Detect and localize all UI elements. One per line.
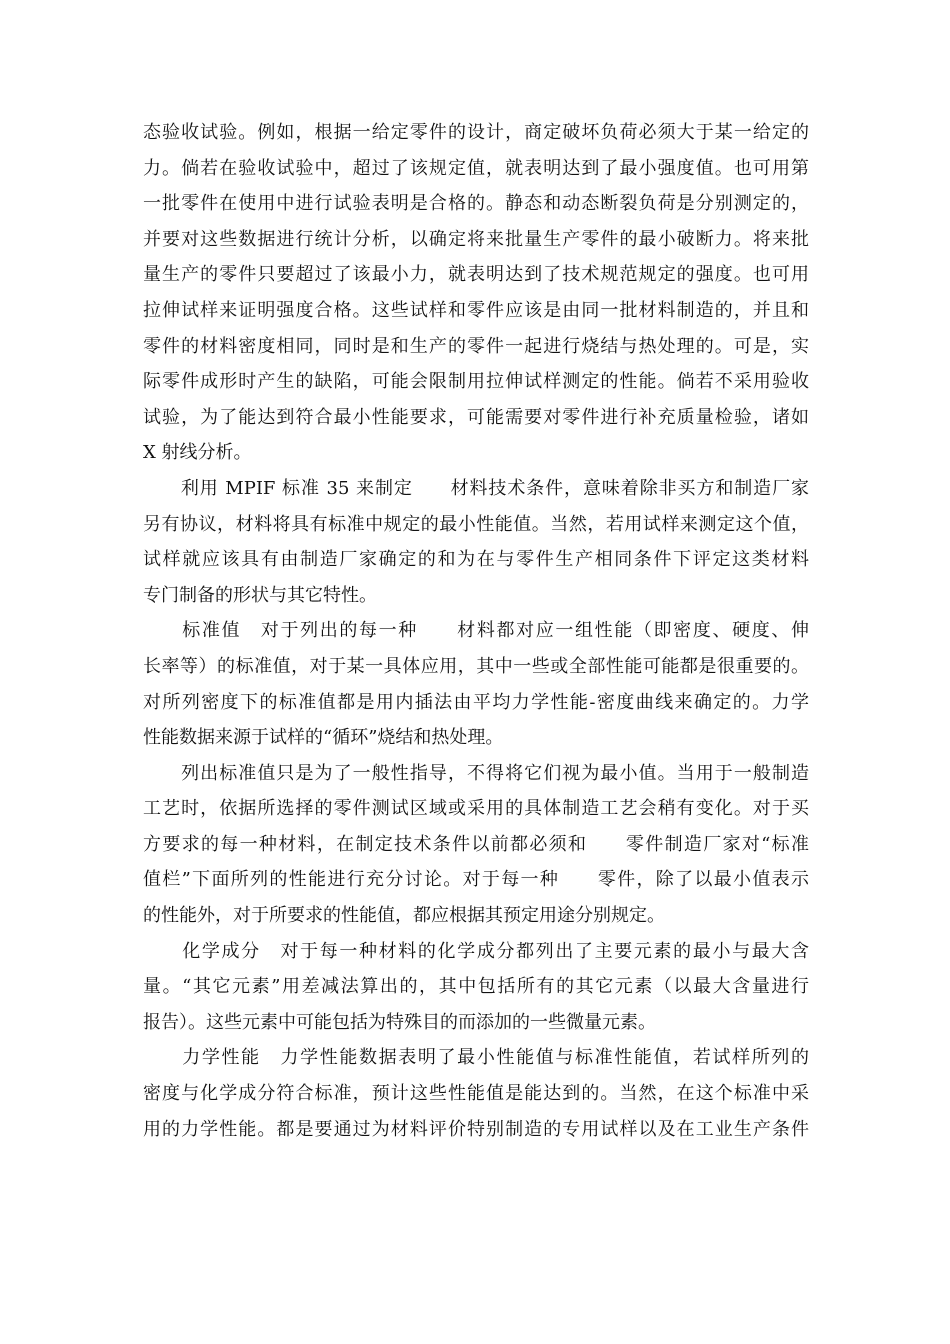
text-line: 另有协议，材料将具有标准中规定的最小性能值。当然，若用试样来测定这个值， xyxy=(143,513,809,535)
text-line: 标准值 对于列出的每一种 材料都对应一组性能（即密度、硬度、伸 xyxy=(143,620,809,642)
text-line: 量。“其它元素”用差减法算出的，其中包括所有的其它元素（以最大含量进行 xyxy=(143,976,809,998)
text-line: 对所列密度下的标准值都是用内插法由平均力学性能-密度曲线来确定的。力学 xyxy=(143,691,809,713)
text-line: 密度与化学成分符合标准，预计这些性能值是能达到的。当然，在这个标准中采 xyxy=(143,1083,809,1105)
text-line: 用的力学性能。都是要通过为材料评价特别制造的专用试样以及在工业生产条件 xyxy=(143,1118,809,1140)
body-text xyxy=(143,115,809,1147)
text-line: 并要对这些数据进行统计分析，以确定将来批量生产零件的最小破断力。将来批 xyxy=(143,228,809,250)
text-line: 值栏”下面所列的性能进行充分讨论。对于每一种 零件，除了以最小值表示 xyxy=(143,869,809,891)
text-line: 列出标准值只是为了一般性指导，不得将它们视为最小值。当用于一般制造 xyxy=(143,762,809,784)
text-line: 零件的材料密度相同，同时是和生产的零件一起进行烧结与热处理的。可是，实 xyxy=(143,335,809,357)
text-line: 性能数据来源于试样的“循环”烧结和热处理。 xyxy=(143,727,504,749)
text-line: 际零件成形时产生的缺陷，可能会限制用拉伸试样测定的性能。倘若不采用验收 xyxy=(143,371,809,393)
text-line: 利用 MPIF 标准 35 来制定 材料技术条件，意味着除非买方和制造厂家 xyxy=(143,477,809,499)
text-line: X 射线分析。 xyxy=(143,442,252,464)
text-line: 拉伸试样来证明强度合格。这些试样和零件应该是由同一批材料制造的，并且和 xyxy=(143,299,809,321)
text-line: 态验收试验。例如，根据一给定零件的设计，商定破坏负荷必须大于某一给定的 xyxy=(143,122,809,143)
text-line: 化学成分 对于每一种材料的化学成分都列出了主要元素的最小与最大含 xyxy=(143,940,809,962)
text-line: 量生产的零件只要超过了该最小力，就表明达到了技术规范规定的强度。也可用 xyxy=(143,264,809,286)
text-line: 试验，为了能达到符合最小性能要求，可能需要对零件进行补充质量检验，诸如 xyxy=(143,406,809,428)
text-line: 力学性能 力学性能数据表明了最小性能值与标准性能值，若试样所列的 xyxy=(143,1047,809,1069)
text-line: 方要求的每一种材料，在制定技术条件以前都必须和 零件制造厂家对“标准 xyxy=(143,833,809,855)
text-line: 报告）。这些元素中可能包括为特殊目的而添加的一些微量元素。 xyxy=(143,1011,656,1033)
text-line: 试样就应该具有由制造厂家确定的和为在与零件生产相同条件下评定这类材料 xyxy=(143,549,809,571)
text-line: 专门制备的形状与其它特性。 xyxy=(143,584,377,606)
text-line: 一批零件在使用中进行试验表明是合格的。静态和动态断裂负荷是分别测定的， xyxy=(143,193,809,215)
text-line: 的性能外，对于所要求的性能值，都应根据其预定用途分别规定。 xyxy=(143,905,665,927)
text-line: 长率等）的标准值，对于某一具体应用，其中一些或全部性能可能都是很重要的。 xyxy=(143,655,809,677)
text-line: 力。倘若在验收试验中，超过了该规定值，就表明达到了最小强度值。也可用第 xyxy=(143,157,809,179)
text-line: 工艺时，依据所选择的零件测试区域或采用的具体制造工艺会稍有变化。对于买 xyxy=(143,798,809,820)
